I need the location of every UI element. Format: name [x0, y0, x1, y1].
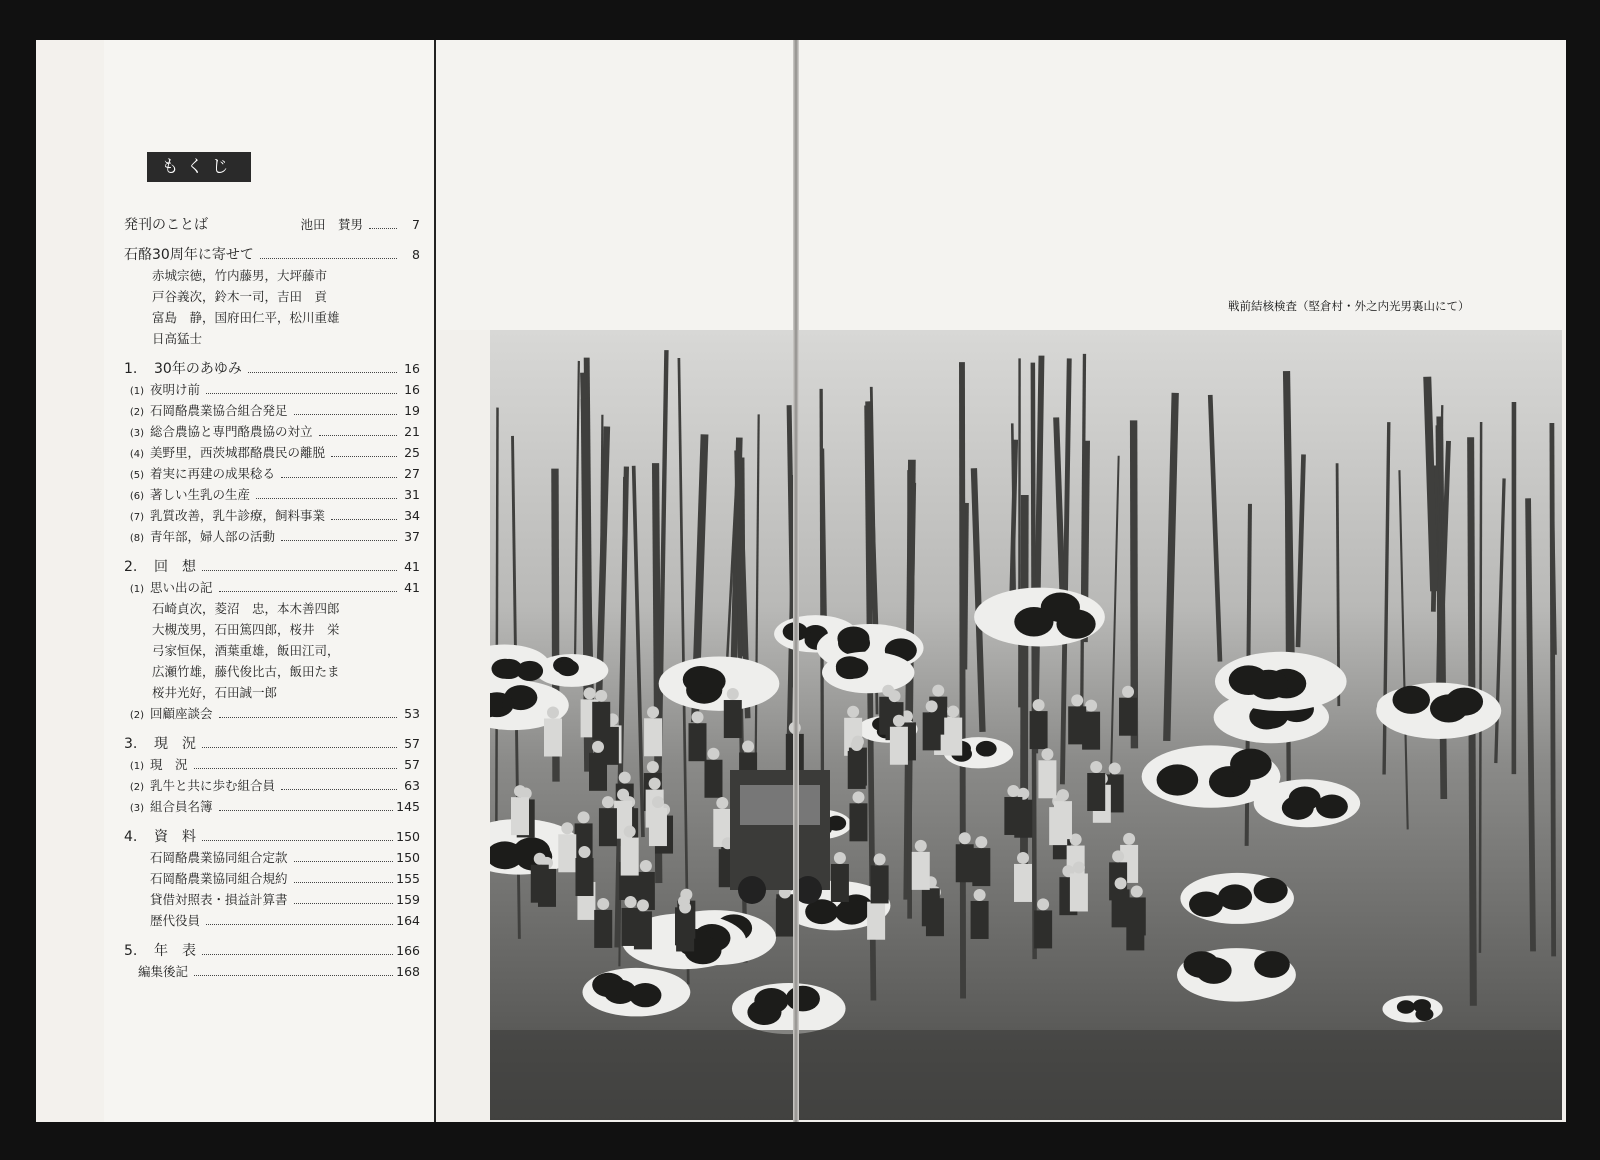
toc-sub-number: (8) [129, 533, 145, 544]
toc-page-number: 63 [404, 778, 420, 793]
toc-entry-title: 着実に再建の成果稔る [150, 466, 276, 481]
toc-entry-sub [124, 910, 420, 931]
toc-entry-title: 回 想 [154, 559, 196, 575]
toc-leader-dots [281, 540, 397, 541]
toc-entry-title: 資 料 [154, 829, 196, 845]
toc-page-number: 150 [396, 829, 420, 844]
toc-entry-title: 石酪30周年に寄せて [124, 247, 254, 263]
toc-contributor-names: 桜井光好，石田誠一郎 [152, 685, 278, 700]
toc-sub-number: (3) [129, 803, 145, 814]
toc-leader-dots [206, 393, 397, 394]
toc-leader-dots [294, 903, 394, 904]
toc-entry-title: 歴代役員 [150, 913, 201, 928]
cow [732, 983, 846, 1034]
toc-page-number: 53 [404, 706, 420, 721]
toc-entry-sub [124, 379, 420, 400]
tree-trunk [496, 408, 497, 836]
toc-contributor-names: 石崎貞次，菱沼 忠，本木善四郎 [152, 601, 340, 616]
toc-entry-title: 組合員名簿 [150, 799, 213, 814]
toc-chapter-number: 2. [124, 559, 138, 575]
toc-entry-sub [124, 754, 420, 775]
toc-sub-number: (4) [129, 449, 145, 460]
tree-trunk [1287, 434, 1289, 811]
cow [974, 588, 1105, 647]
toc-entry-sub [124, 703, 420, 724]
toc-chapter-number: 3. [124, 736, 138, 752]
toc-leader-dots [202, 840, 393, 841]
toc-page-number: 7 [412, 217, 420, 232]
toc-leader-dots [281, 789, 397, 790]
toc-entry-chapter [124, 358, 420, 379]
toc-page-number: 19 [404, 403, 420, 418]
toc-page-number: 16 [404, 361, 420, 376]
book-gutter [793, 40, 799, 1122]
toc-sub-number: (1) [129, 386, 145, 397]
toc-page-number: 41 [404, 559, 420, 574]
toc-contributor-names: 赤城宗徳，竹内藤男，大坪藤市 [152, 268, 328, 283]
tree-trunk [822, 448, 825, 616]
right-page-blank-area [436, 40, 1566, 330]
toc-page-number: 166 [396, 943, 420, 958]
toc-entry-title: 石岡酪農業協同組合定款 [150, 850, 288, 865]
cow [1180, 873, 1294, 924]
toc-leader-dots [194, 975, 393, 976]
toc-page-number: 168 [396, 964, 420, 979]
tree-trunk [1480, 422, 1481, 953]
toc-sub-number: (7) [129, 512, 145, 523]
cow [822, 652, 914, 694]
toc-page-number: 31 [404, 487, 420, 502]
toc-heading: もくじ [147, 152, 251, 182]
toc-entry-sub [124, 421, 420, 442]
toc-entry-title: 発刊のことば [124, 217, 208, 233]
toc-entry-sub [124, 463, 420, 484]
toc-entry-chapter [124, 940, 420, 961]
tree-trunk [962, 362, 963, 998]
toc-sub-number: (6) [129, 491, 145, 502]
toc-page-number: 37 [404, 529, 420, 544]
toc-entry-author: 池田 賛男 [300, 217, 363, 232]
toc-contributor-names: 戸谷義次，鈴木一司，吉田 貢 [152, 289, 328, 304]
toc-leader-dots [294, 882, 394, 883]
cow [659, 657, 780, 711]
toc-leader-dots [256, 498, 397, 499]
toc-page-number: 57 [404, 736, 420, 751]
toc-contributor-names: 富島 静，国府田仁平，松川重雄 [152, 310, 340, 325]
toc-chapter-number: 4. [124, 829, 138, 845]
toc-entry-sub [124, 796, 420, 817]
toc-leader-dots [369, 228, 397, 229]
toc-page-number: 57 [404, 757, 420, 772]
toc-page-number: 164 [396, 913, 420, 928]
toc-contributor-names: 弓家恒保，酒葉重雄，飯田江司， [152, 643, 340, 658]
toc-entry-title: 30年のあゆみ [154, 361, 242, 377]
photo-caption: 戦前結核検査（堅倉村・外之内光男裏山にて） [1228, 299, 1470, 313]
toc-sub-number: (3) [129, 428, 145, 439]
cow [1382, 995, 1442, 1022]
toc-chapter-number: 5. [124, 943, 138, 959]
toc-entry-sub [124, 775, 420, 796]
cow [1376, 683, 1501, 739]
toc-entry-sub [124, 400, 420, 421]
toc-sub-number: (2) [129, 407, 145, 418]
toc-page-number: 21 [404, 424, 420, 439]
toc-leader-dots [219, 810, 394, 811]
toc-entry-item [124, 244, 420, 265]
toc-entry-sub [124, 526, 420, 547]
toc-entry-chapter [124, 556, 420, 577]
toc-entry-sub [124, 442, 420, 463]
toc-entry-plain [124, 961, 420, 982]
toc-sub-number: (1) [129, 761, 145, 772]
toc-entry-chapter [124, 826, 420, 847]
toc-entry-title: 石岡酪農業協合組合発足 [150, 403, 288, 418]
toc-entry-sub [124, 484, 420, 505]
toc-leader-dots [294, 861, 394, 862]
toc-leader-dots [206, 924, 393, 925]
cow [1215, 652, 1347, 711]
toc-entry-sub [124, 847, 420, 868]
toc-sub-number: (1) [129, 584, 145, 595]
toc-sub-number: (5) [129, 470, 145, 481]
toc-entry-sub [124, 505, 420, 526]
toc-entry-title: 夜明け前 [150, 382, 201, 397]
toc-entry-sub [124, 889, 420, 910]
photo-illustration [490, 330, 1562, 1120]
toc-leader-dots [331, 456, 397, 457]
toc-entry-title: 貸借対照表・損益計算書 [150, 892, 288, 907]
toc-page-number: 25 [404, 445, 420, 460]
toc-list [124, 214, 420, 982]
toc-entry-item [124, 214, 420, 235]
toc-leader-dots [281, 477, 397, 478]
toc-leader-dots [194, 768, 397, 769]
cow [1177, 948, 1296, 1002]
toc-page-number: 41 [404, 580, 420, 595]
cow [582, 968, 690, 1017]
toc-leader-dots [202, 570, 397, 571]
toc-leader-dots [248, 372, 397, 373]
toc-entry-title: 現 況 [154, 736, 196, 752]
toc-page-number: 16 [404, 382, 420, 397]
toc-entry-sub [124, 868, 420, 889]
toc-entry-title: 回顧座談会 [150, 706, 213, 721]
toc-entry-title: 青年部，婦人部の活動 [150, 529, 276, 544]
cow [1142, 745, 1281, 807]
photo-cattle-in-pine-grove [490, 330, 1562, 1120]
toc-page-number: 159 [396, 892, 420, 907]
toc-entry-title: 著しい生乳の生産 [150, 487, 251, 502]
toc-page-number: 27 [404, 466, 420, 481]
toc-leader-dots [319, 435, 397, 436]
toc-entry-title: 年 表 [154, 943, 196, 959]
toc-chapter-number: 1. [124, 361, 138, 377]
toc-leader-dots [202, 954, 393, 955]
toc-leader-dots [219, 591, 397, 592]
toc-entry-title: 美野里，西茨城郡酪農民の離脱 [150, 445, 326, 460]
toc-entry-title: 思い出の記 [150, 580, 213, 595]
toc-leader-dots [294, 414, 397, 415]
toc-entry-title: 編集後記 [138, 964, 189, 979]
toc-entry-title: 乳質改善，乳牛診療，飼料事業 [150, 508, 326, 523]
toc-page-number: 8 [412, 247, 420, 262]
toc-page-number: 150 [396, 850, 420, 865]
toc-entry-title: 総合農協と専門酪農協の対立 [150, 424, 313, 439]
toc-leader-dots [331, 519, 397, 520]
toc-entry-title: 現 況 [150, 757, 188, 772]
toc-entry-title: 乳牛と共に歩む組合員 [150, 778, 276, 793]
toc-leader-dots [260, 258, 397, 259]
toc-page-number: 145 [396, 799, 420, 814]
toc-entry-title: 石岡酪農業協同組合規約 [150, 871, 288, 886]
toc-leader-dots [202, 747, 397, 748]
toc-entry-sub [124, 577, 420, 598]
toc-contributor-names: 日高猛士 [152, 331, 203, 346]
toc-contributor-names: 大槻茂男，石田篤四郎，桜井 栄 [152, 622, 340, 637]
toc-sub-number: (2) [129, 782, 145, 793]
toc-leader-dots [219, 717, 397, 718]
toc-page-number: 155 [396, 871, 420, 886]
toc-entry-chapter [124, 733, 420, 754]
toc-contributor-names: 広瀬竹雄，藤代俊比古，飯田たま [152, 664, 340, 679]
toc-page-number: 34 [404, 508, 420, 523]
fold-strip [36, 40, 106, 1122]
toc-sub-number: (2) [129, 710, 145, 721]
